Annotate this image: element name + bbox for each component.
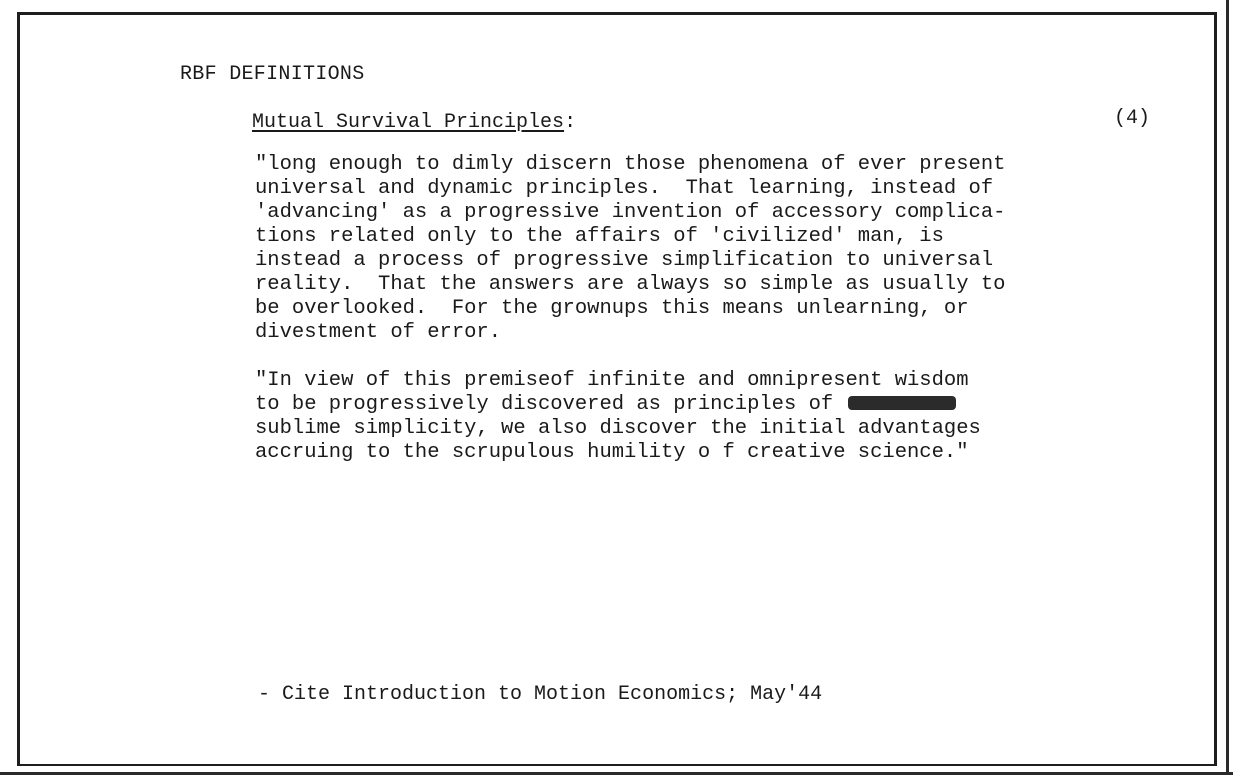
redaction-mark [848,396,956,410]
scan-edge-right [1226,0,1229,775]
text-line-with-redaction [255,393,1135,417]
text-line: tions related only to the affairs of 'civilized' man, is [255,225,944,248]
section-title [252,111,576,134]
quote-paragraph-1 [255,153,1135,345]
text-line: be overlooked. For the grownups this means unlearning, or [255,297,969,320]
text-line: universal and dynamic principles. That learning, instead of [255,177,994,200]
text-line: instead a process of progressive simplification to universal [255,249,994,272]
text-line: sublime simplicity, we also discover the initial advantages [255,417,981,440]
text-line: divestment of error. [255,321,502,344]
quote-paragraph-2 [255,369,1135,465]
section-title-colon: : [564,111,577,134]
text-line-part: to be progressively discovered as principles of [255,393,834,416]
page-number: (4) [1114,107,1151,130]
document-header: RBF DEFINITIONS [180,63,365,86]
citation: - Cite Introduction to Motion Economics; May'44 [258,683,823,706]
text-line: "long enough to dimly discern those phenomena of ever present [255,153,1006,176]
section-title-text: Mutual Survival Principles [252,111,565,134]
text-line: "In view of this premiseof infinite and omnipresent wisdom [255,369,969,392]
text-line: accruing to the scrupulous humility o f creative science." [255,441,969,464]
text-line: reality. That the answers are always so simple as usually to [255,273,1006,296]
text-line: 'advancing' as a progressive invention of accessory complica- [255,201,1006,224]
